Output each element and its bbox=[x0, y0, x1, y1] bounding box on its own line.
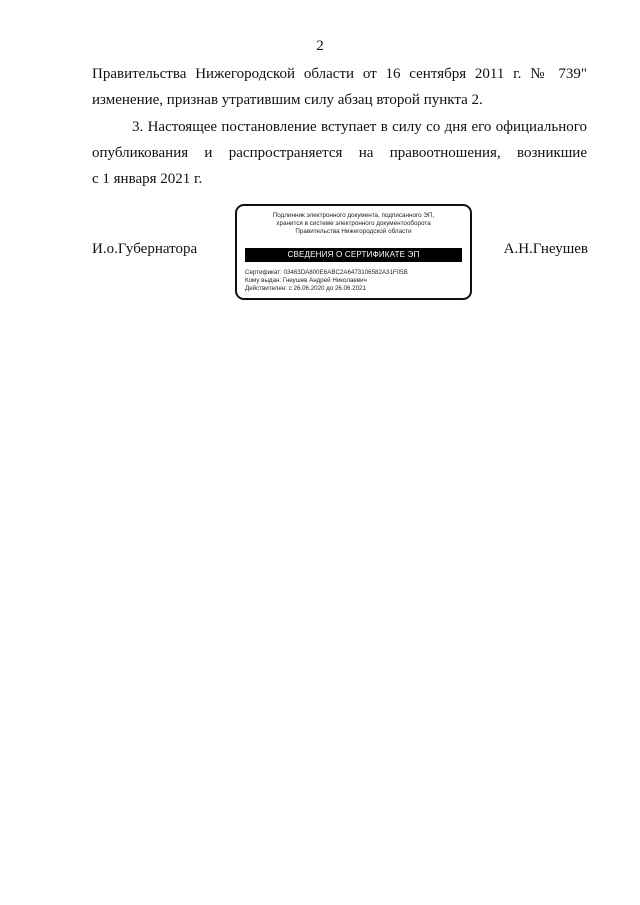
owner-value: Гнеушев Андрей Николаевич bbox=[282, 277, 367, 285]
paragraph-2-line-2: опубликования и распространяется на правоотношения, возникшие bbox=[92, 145, 587, 161]
stamp-header-line-1: Подлинник электронного документа, подписанного ЭП, bbox=[272, 212, 435, 219]
page-number: 2 bbox=[316, 38, 324, 54]
stamp-header-line-3: Правительства Нижегородской области bbox=[295, 228, 412, 235]
paragraph-1-line-1: Правительства Нижегородской области от 16 сентября 2011 г. № 739" bbox=[92, 66, 587, 82]
stamp-owner-row bbox=[245, 277, 408, 285]
stamp-details bbox=[245, 269, 408, 294]
signatory-title: И.о.Губернатора bbox=[92, 241, 198, 257]
paragraph-1-line-2: изменение, признав утратившим силу абзац второй пункта 2. bbox=[92, 92, 483, 108]
valid-label: Действителен: bbox=[245, 285, 287, 293]
electronic-signature-stamp bbox=[235, 204, 472, 300]
valid-value: с 26.06.2020 до 26.06.2021 bbox=[288, 285, 366, 293]
paragraph-2-line-3: с 1 января 2021 г. bbox=[92, 171, 203, 187]
stamp-header-line-2: хранится в системе электронного документооборота bbox=[276, 220, 431, 227]
paragraph-2-line-1: 3. Настоящее постановление вступает в силу со дня его официального bbox=[132, 119, 587, 135]
stamp-valid-row bbox=[245, 285, 408, 293]
signatory-name: А.Н.Гнеушев bbox=[503, 241, 588, 257]
cert-label: Сертификат: bbox=[245, 269, 282, 276]
stamp-cert-row bbox=[245, 269, 408, 277]
stamp-certificate-bar: СВЕДЕНИЯ О СЕРТИФИКАТЕ ЭП bbox=[245, 248, 462, 262]
owner-label: Кому выдан: bbox=[245, 277, 282, 285]
cert-value: 03463DA800E6ABC2A6473106582A31F05B bbox=[283, 269, 408, 276]
stamp-header bbox=[237, 212, 470, 236]
